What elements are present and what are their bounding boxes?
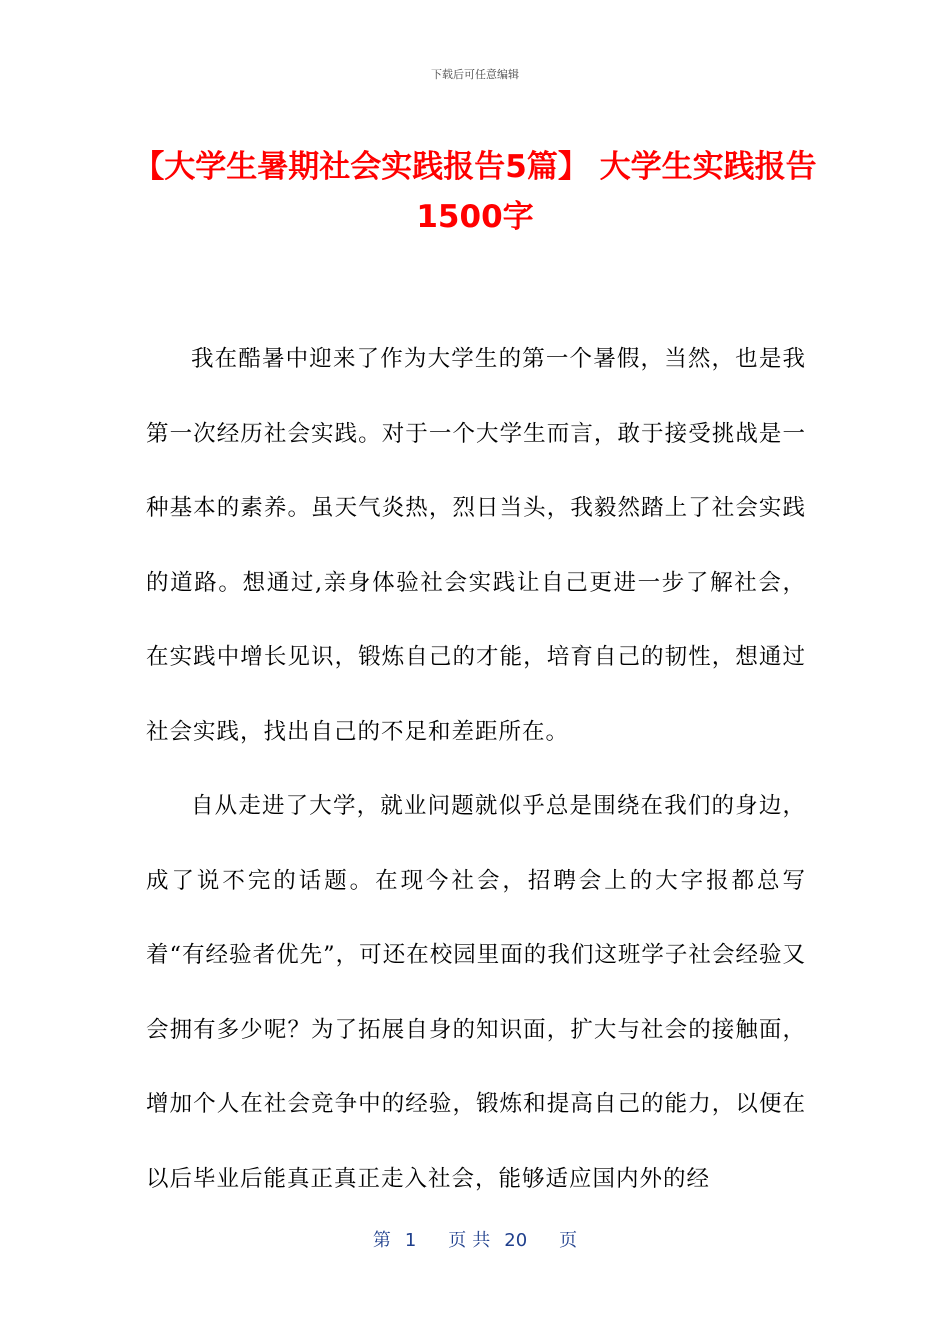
paragraph-2: 自从走进了大学，就业问题就似乎总是围绕在我们的身边，成了说不完的话题。在现今社会，招聘会上的大字报都总写着“有经验者优先”，可还在校园里面的我们这班学子社会经验又会拥有多少呢？为了拓展自身的知识面，扩大与社会的接触面，增加个人在社会竞争中的经验，锻炼和提高自己的能力，以便在以后毕业后能真正真正走入社会，能够适应国内外的经 xyxy=(146,793,806,1192)
current-page-number: 1 xyxy=(404,1230,417,1251)
total-pages-number: 20 xyxy=(504,1230,528,1251)
page-label-suffix: 页 xyxy=(559,1230,578,1251)
page-label-prefix: 第 xyxy=(372,1230,391,1251)
document-body xyxy=(146,322,806,1216)
paragraph-1: 我在酷暑中迎来了作为大学生的第一个暑假，当然，也是我第一次经历社会实践。对于一个大学生而言，敢于接受挑战是一种基本的素养。虽天气炎热，烈日当头，我毅然踏上了社会实践的道路。想通过,亲身体验社会实践让自己更进一步了解社会，在实践中增长见识，锻炼自己的才能，培育自己的韧性，想通过社会实践，找出自己的不足和差距所在。 xyxy=(146,346,806,745)
total-label: 共 xyxy=(472,1230,491,1251)
document-title: 【大学生暑期社会实践报告5篇】 大学生实践报告1500字 xyxy=(133,149,817,235)
header-note: 下载后可任意编辑 xyxy=(431,68,519,81)
page-label-mid: 页 xyxy=(448,1230,467,1251)
page-footer xyxy=(0,1226,950,1252)
